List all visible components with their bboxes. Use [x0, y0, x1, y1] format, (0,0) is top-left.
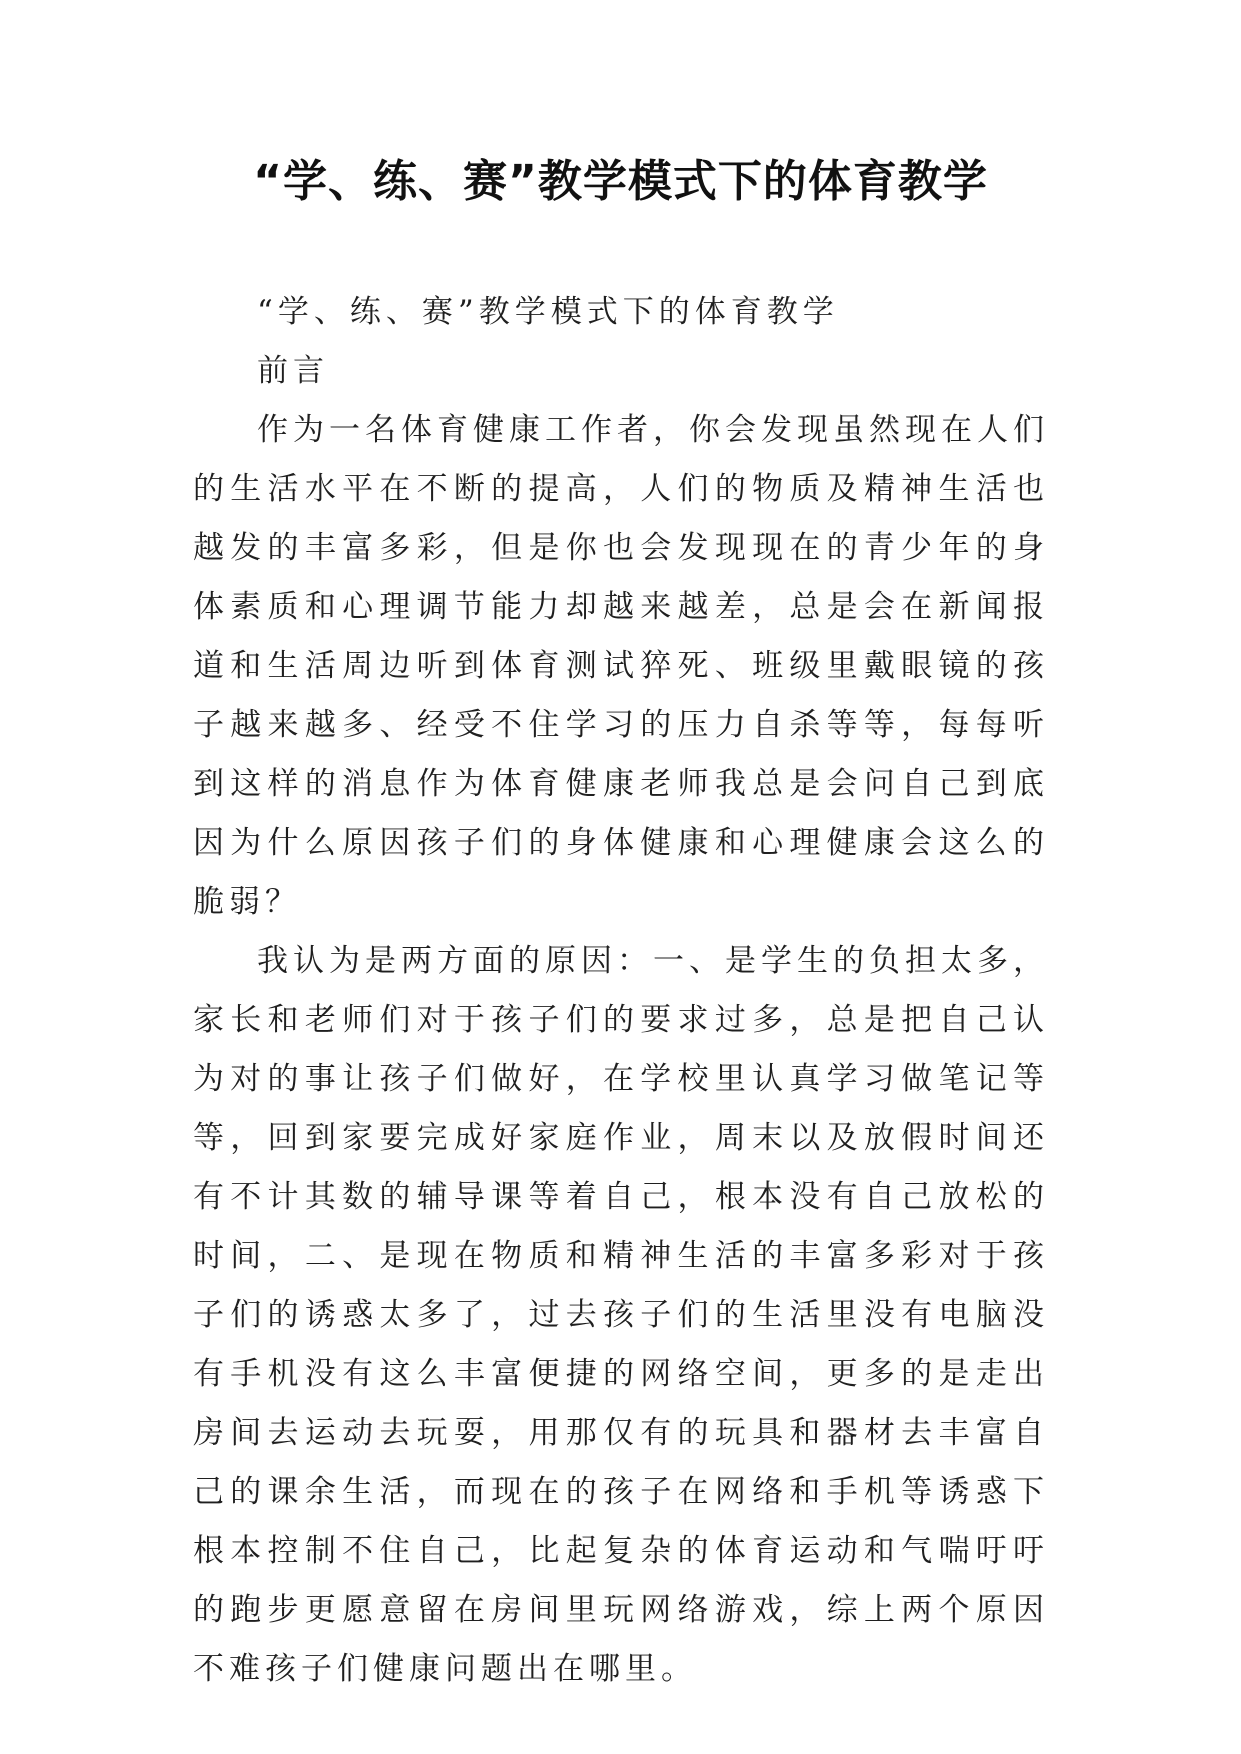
document-title: “学、练、赛”教学模式下的体育教学	[253, 156, 988, 207]
subtitle-paragraph: “学、练、赛”教学模式下的体育教学	[257, 294, 839, 330]
body-paragraph: 作为一名体育健康工作者，你会发现虽然现在人们的生活水平在不断的提高，人们的物质及精神生活也越发的丰富多彩，但是你也会发现现在的青少年的身体素质和心理调节能力却越来越差，总是会在新闻报道和生活周边听到体育测试猝死、班级里戴眼镜的孩子越来越多、经受不住学习的压力自杀等等，每每听到这样的消息作为体育健康老师我总是会问自己到底因为什么原因孩子们的身体健康和心理健康会这么的脆弱？	[193, 412, 1049, 920]
preface-heading: 前言	[257, 353, 329, 389]
body-paragraph: 我认为是两方面的原因：一、是学生的负担太多，家长和老师们对于孩子们的要求过多，总是把自己认为对的事让孩子们做好，在学校里认真学习做笔记等等，回到家要完成好家庭作业，周末以及放假时间还有不计其数的辅导课等着自己，根本没有自己放松的时间，二、是现在物质和精神生活的丰富多彩对于孩子们的诱惑太多了，过去孩子们的生活里没有电脑没有手机没有这么丰富便捷的网络空间，更多的是走出房间去运动去玩耍，用那仅有的玩具和器材去丰富自己的课余生活，而现在的孩子在网络和手机等诱惑下根本控制不住自己，比起复杂的体育运动和气喘吁吁的跑步更愿意留在房间里玩网络游戏，综上两个原因不难孩子们健康问题出在哪里。	[193, 943, 1049, 1687]
document-body	[193, 283, 1049, 1699]
